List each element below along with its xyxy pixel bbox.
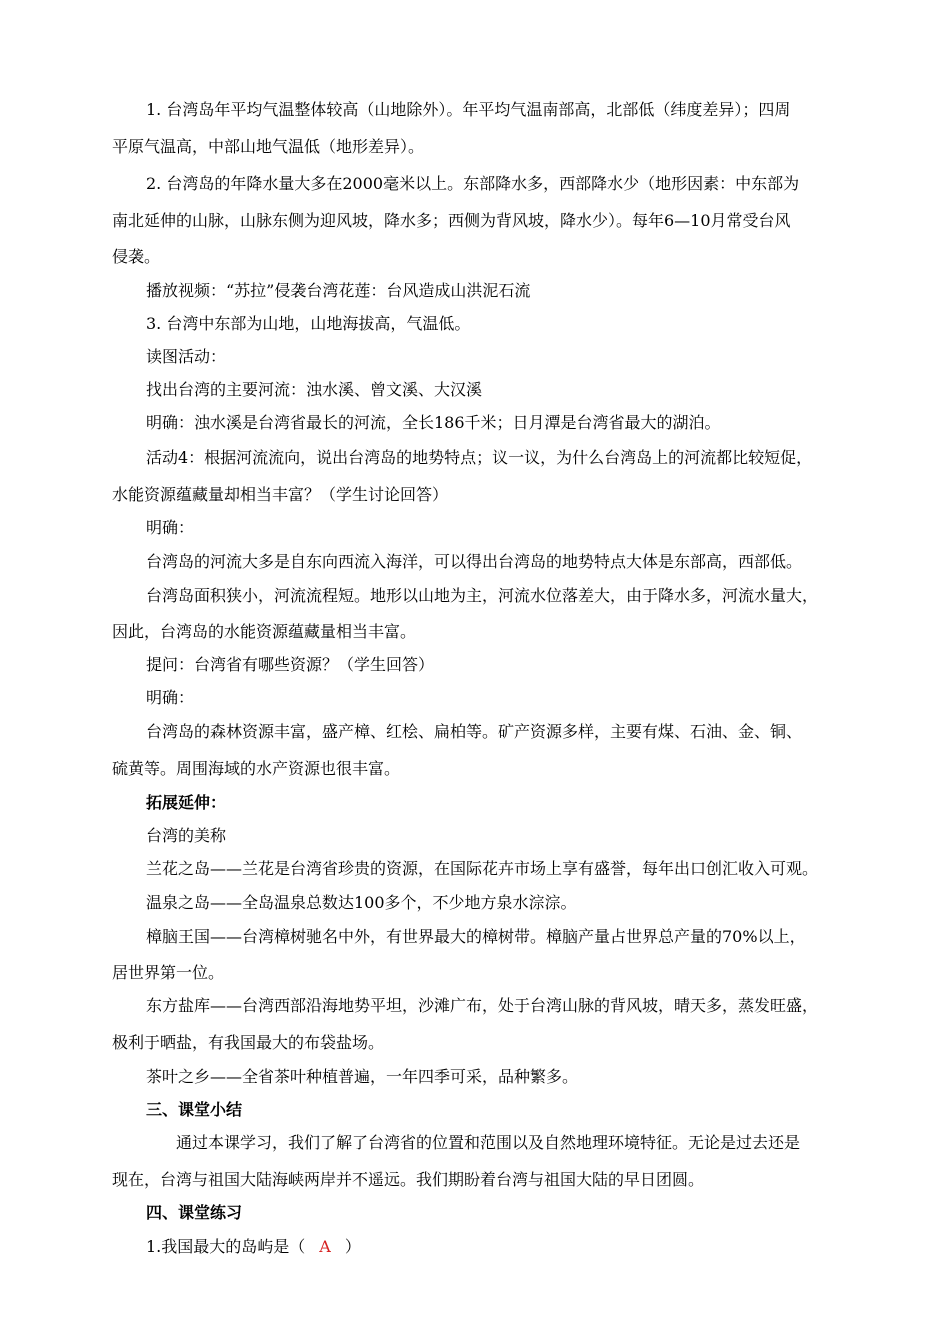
paragraph-line: 通过本课学习，我们了解了台湾省的位置和范围以及自然地理环境特征。无论是过去还是 <box>176 1133 801 1152</box>
paragraph-line: 茶叶之乡——全省茶叶种植普遍，一年四季可采，品种繁多。 <box>146 1067 579 1086</box>
paragraph-line: 水能资源蕴藏量却相当丰富？（学生讨论回答） <box>112 485 449 504</box>
paragraph-line: 兰花之岛——兰花是台湾省珍贵的资源，在国际花卉市场上享有盛誉，每年出口创汇收入可观。 <box>146 859 819 878</box>
paragraph-line: 明确：浊水溪是台湾省最长的河流，全长186千米；日月潭是台湾省最大的湖泊。 <box>146 413 721 432</box>
paragraph-line: 南北延伸的山脉，山脉东侧为迎风坡，降水多；西侧为背风坡，降水少）。每年6—10月常受台风 <box>112 211 791 230</box>
paragraph-line: 东方盐库——台湾西部沿海地势平坦，沙滩广布，处于台湾山脉的背风坡，晴天多，蒸发旺盛， <box>146 996 819 1015</box>
paragraph-line: 明确： <box>146 518 195 537</box>
paragraph-line: 温泉之岛——全岛温泉总数达100多个，不少地方泉水淙淙。 <box>146 893 577 912</box>
paragraph-line: 因此，台湾岛的水能资源蕴藏量相当丰富。 <box>112 622 417 641</box>
paragraph-line: 3. 台湾中东部为山地，山地海拔高，气温低。 <box>146 314 471 333</box>
paragraph-line: 活动4：根据河流流向，说出台湾岛的地势特点；议一议，为什么台湾岛上的河流都比较短促， <box>146 448 813 467</box>
section-heading-summary: 三、课堂小结 <box>146 1100 243 1119</box>
paragraph-line: 明确： <box>146 688 195 707</box>
paragraph-line: 硫黄等。周围海域的水产资源也很丰富。 <box>112 759 401 778</box>
paragraph-line: 2. 台湾岛的年降水量大多在2000毫米以上。东部降水多，西部降水少（地形因素：中东部为 <box>146 174 800 193</box>
question-answer: A <box>319 1237 331 1256</box>
paragraph-line: 居世界第一位。 <box>112 963 225 982</box>
question-prefix: 1.我国最大的岛屿是（ <box>146 1237 306 1256</box>
question-suffix: ） <box>344 1237 361 1256</box>
paragraph-line: 极利于晒盐，有我国最大的布袋盐场。 <box>112 1033 385 1052</box>
paragraph-line: 播放视频：“苏拉”侵袭台湾花莲：台风造成山洪泥石流 <box>146 281 531 300</box>
paragraph-line: 台湾的美称 <box>146 826 227 845</box>
paragraph-line: 平原气温高，中部山地气温低（地形差异）。 <box>112 137 425 156</box>
paragraph-line: 樟脑王国——台湾樟树驰名中外，有世界最大的樟树带。樟脑产量占世界总产量的70%以上， <box>146 927 806 946</box>
paragraph-line: 现在，台湾与祖国大陆海峡两岸并不遥远。我们期盼着台湾与祖国大陆的早日团圆。 <box>112 1170 705 1189</box>
paragraph-line: 提问：台湾省有哪些资源？（学生回答） <box>146 655 435 674</box>
paragraph-line: 读图活动： <box>146 347 227 366</box>
section-heading-exercise: 四、课堂练习 <box>146 1203 243 1222</box>
paragraph-line: 台湾岛的河流大多是自东向西流入海洋，可以得出台湾岛的地势特点大体是东部高，西部低。 <box>146 552 803 571</box>
paragraph-line: 找出台湾的主要河流：浊水溪、曾文溪、大汉溪 <box>146 380 483 399</box>
paragraph-line: 1. 台湾岛年平均气温整体较高（山地除外）。年平均气温南部高，北部低（纬度差异）；四周 <box>146 100 791 119</box>
section-heading-extension: 拓展延伸： <box>146 793 227 812</box>
paragraph-line: 侵袭。 <box>112 247 161 266</box>
paragraph-line: 台湾岛面积狭小，河流流程短。地形以山地为主，河流水位落差大，由于降水多，河流水量大， <box>146 586 819 605</box>
paragraph-line: 台湾岛的森林资源丰富，盛产樟、红桧、扁柏等。矿产资源多样，主要有煤、石油、金、铜、 <box>146 722 803 741</box>
question-line <box>146 1237 361 1257</box>
